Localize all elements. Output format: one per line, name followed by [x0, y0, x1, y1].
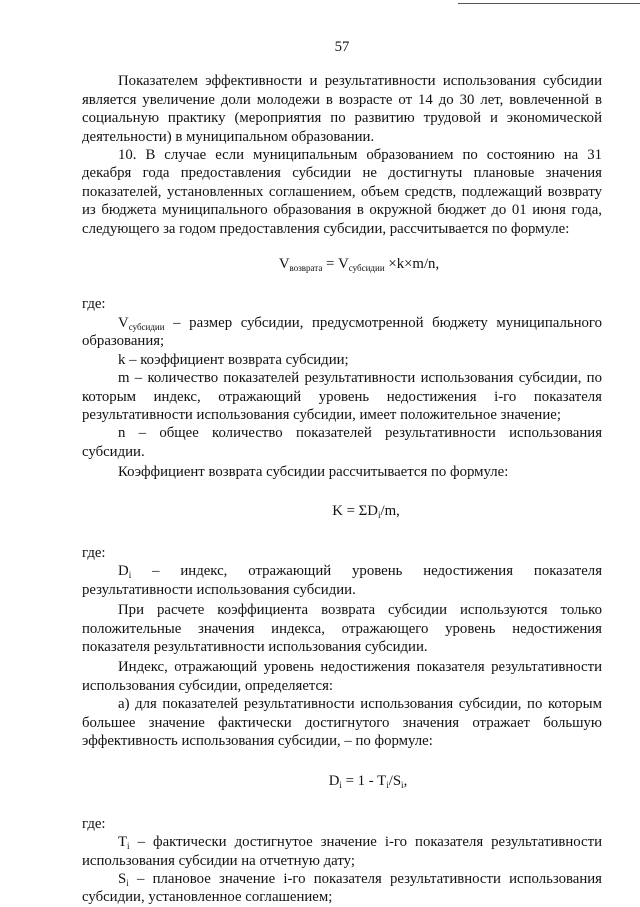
definition-n: n – общее количество показателей результативности использования субсидии. — [82, 425, 602, 460]
where-label: где: — [82, 544, 106, 561]
formula-coefficient: $K = \Sigma D_i/m$, — [332, 502, 400, 520]
document-page — [82, 38, 602, 907]
definition-t: $T_i$ – фактически достигнутое значение i-го показателя результативности использования субсидии на отчетную дату; — [82, 834, 602, 869]
page-number: 57 — [334, 39, 350, 55]
definition-k: k – коэффициент возврата субсидии; — [118, 351, 349, 368]
formula-return-volume: $V_{возврата} = V_{субсидии} \times k\times m/n$, — [278, 256, 440, 274]
definition-v-subsidy: $V_{субсидии}$ – размер субсидии, предусмотренной бюджету муниципального образования; — [82, 314, 602, 350]
paragraph-item-10: 10. В случае если муниципальным образованием по состоянию на 31 декабря года предоставления субсидии не достигнуты плановые значения показателей, установленных соглашением, объем средств, подлежащий возврату из бюджета муниципального образования в окружной бюджет до 01 июня года, следующего за годом предоставления субсидии, рассчитывается по формуле: — [82, 147, 602, 237]
paragraph-subitem-a: а) для показателей результативности использования субсидии, по которым большее значение фактически достигнутого значения отражает большую эффективность использования субсидии, – по формуле: — [82, 696, 602, 749]
where-label: где: — [82, 815, 106, 832]
formula-index: $D_i = 1 - T_i/S_i$, — [328, 773, 408, 791]
top-border-line — [458, 3, 640, 4]
paragraph-effectiveness: Показателем эффективности и результативности использования субсидии является увеличение доли молодежи в возрасте от 14 до 30 лет, вовлеченной в социальную практику (мероприятия по развитию трудовой и экономической деятельности) в муниципальном образовании. — [82, 73, 602, 145]
paragraph-index-defined: Индекс, отражающий уровень недостижения показателя результативности использования субсидии, определяется: — [82, 659, 602, 694]
definition-s: $S_i$ – плановое значение i-го показателя результативности использования субсидии, установленное соглашением; — [82, 871, 602, 906]
where-label: где: — [82, 296, 106, 313]
paragraph-positive-values: При расчете коэффициента возврата субсидии используются только положительные значения индекса, отражающего уровень недостижения показателя результативности использования субсидии. — [82, 602, 602, 655]
definition-m: m – количество показателей результативности использования субсидии, по которым индекс, отражающий уровень недостижения i-го показателя результативности использования субсидии, имеет положительное значение; — [82, 370, 602, 423]
paragraph-coefficient: Коэффициент возврата субсидии рассчитывается по формуле: — [118, 464, 509, 481]
definition-d-index: $D_i$ – индекс, отражающий уровень недостижения показателя результативности использования субсидии. — [82, 563, 602, 598]
